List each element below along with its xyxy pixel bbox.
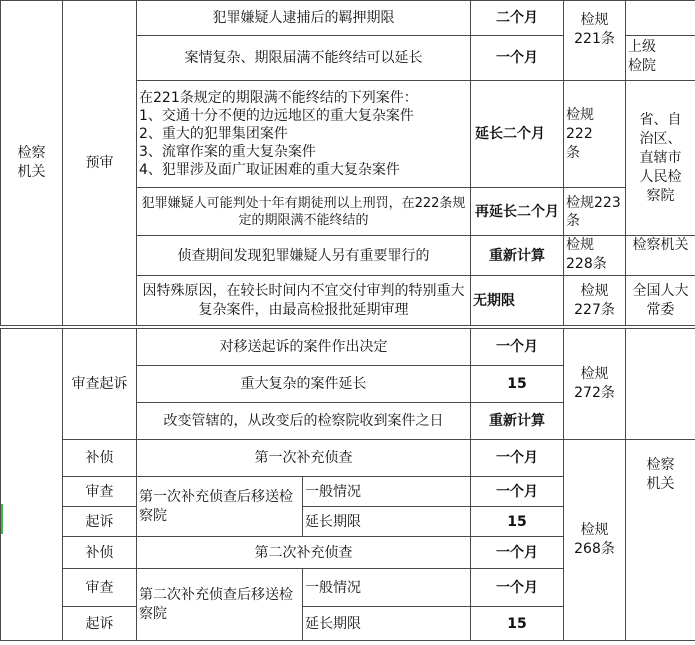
row-desc: 重大复杂的案件延长 xyxy=(137,366,471,403)
section-review1: 审查 xyxy=(63,477,137,507)
row-period: 15 xyxy=(471,507,564,537)
section-prosec2: 起诉 xyxy=(63,607,137,641)
list-item: 4、犯罪涉及面广取证困难的重大复杂案件 xyxy=(139,162,400,178)
section-review: 审查起诉 xyxy=(63,329,137,440)
sub-label: 一般情况 xyxy=(303,569,471,607)
section-review2: 审查 xyxy=(63,569,137,607)
list-item: 2、重大的犯罪集团案件 xyxy=(139,126,288,142)
row-desc-list xyxy=(137,81,471,188)
law-ref: 检规222条 xyxy=(564,81,626,188)
row-period: 一个月 xyxy=(471,36,564,81)
authority: 全国人大常委 xyxy=(626,276,695,326)
authority: 检察机关 xyxy=(626,440,695,641)
list-title: 在221条规定的期限满不能终结的下列案件： xyxy=(139,90,418,106)
row-period: 一个月 xyxy=(471,537,564,569)
row-period: 一个月 xyxy=(471,329,564,366)
row-period: 重新计算 xyxy=(471,403,564,440)
row-desc: 改变管辖的，从改变后的检察院收到案件之日 xyxy=(137,403,471,440)
sub-label: 延长期限 xyxy=(303,507,471,537)
organ-label: 检察机关 xyxy=(1,1,63,326)
authority-empty xyxy=(626,1,695,36)
row-desc: 对移送起诉的案件作出决定 xyxy=(137,329,471,366)
row-period: 一个月 xyxy=(471,477,564,507)
row-desc: 第二次补充侦查 xyxy=(137,537,471,569)
row-desc: 犯罪嫌疑人逮捕后的羁押期限 xyxy=(137,1,471,36)
row-desc: 犯罪嫌疑人可能判处十年有期徒刑以上刑罚，在222条规定的期限满不能终结的 xyxy=(137,188,471,236)
row-period: 二个月 xyxy=(471,1,564,36)
list-item: 3、流窜作案的重大复杂案件 xyxy=(139,144,316,160)
row-period: 一个月 xyxy=(471,440,564,477)
law-ref: 检规228条 xyxy=(564,236,626,276)
section-supp2: 补侦 xyxy=(63,537,137,569)
row-desc: 第一次补充侦查 xyxy=(137,440,471,477)
row-desc: 案情复杂、期限届满不能终结可以延长 xyxy=(137,36,471,81)
sub-label: 延长期限 xyxy=(303,607,471,641)
authority-empty xyxy=(626,329,695,440)
law-ref: 检规268条 xyxy=(564,440,626,641)
authority: 检察机关 xyxy=(626,236,695,276)
row-desc: 因特殊原因，在较长时间内不宜交付审判的特别重大复杂案件，由最高检报批延期审理 xyxy=(137,276,471,326)
group-label: 第二次补充侦查后移送检察院 xyxy=(137,569,303,641)
group-label: 第一次补充侦查后移送检察院 xyxy=(137,477,303,537)
section-prelim: 预审 xyxy=(63,1,137,326)
review-period-table xyxy=(0,328,695,641)
law-ref: 检规227条 xyxy=(564,276,626,326)
row-period: 重新计算 xyxy=(471,236,564,276)
law-ref: 检规221条 xyxy=(564,1,626,81)
law-ref: 检规223条 xyxy=(564,188,626,236)
law-ref: 检规272条 xyxy=(564,329,626,440)
row-period: 无期限 xyxy=(471,276,564,326)
section-prosec1: 起诉 xyxy=(63,507,137,537)
section-supp1: 补侦 xyxy=(63,440,137,477)
row-desc: 侦查期间发现犯罪嫌疑人另有重要罪行的 xyxy=(137,236,471,276)
sub-label: 一般情况 xyxy=(303,477,471,507)
row-period: 一个月 xyxy=(471,569,564,607)
row-period: 再延长二个月 xyxy=(471,188,564,236)
authority: 上级检院 xyxy=(626,36,695,81)
organ-blank xyxy=(1,329,63,641)
authority: 省、自治区、直辖市人民检察院 xyxy=(626,81,695,236)
row-period: 延长二个月 xyxy=(471,81,564,188)
list-item: 1、交通十分不便的边远地区的重大复杂案件 xyxy=(139,108,414,124)
row-period: 15 xyxy=(471,366,564,403)
row-period: 15 xyxy=(471,607,564,641)
